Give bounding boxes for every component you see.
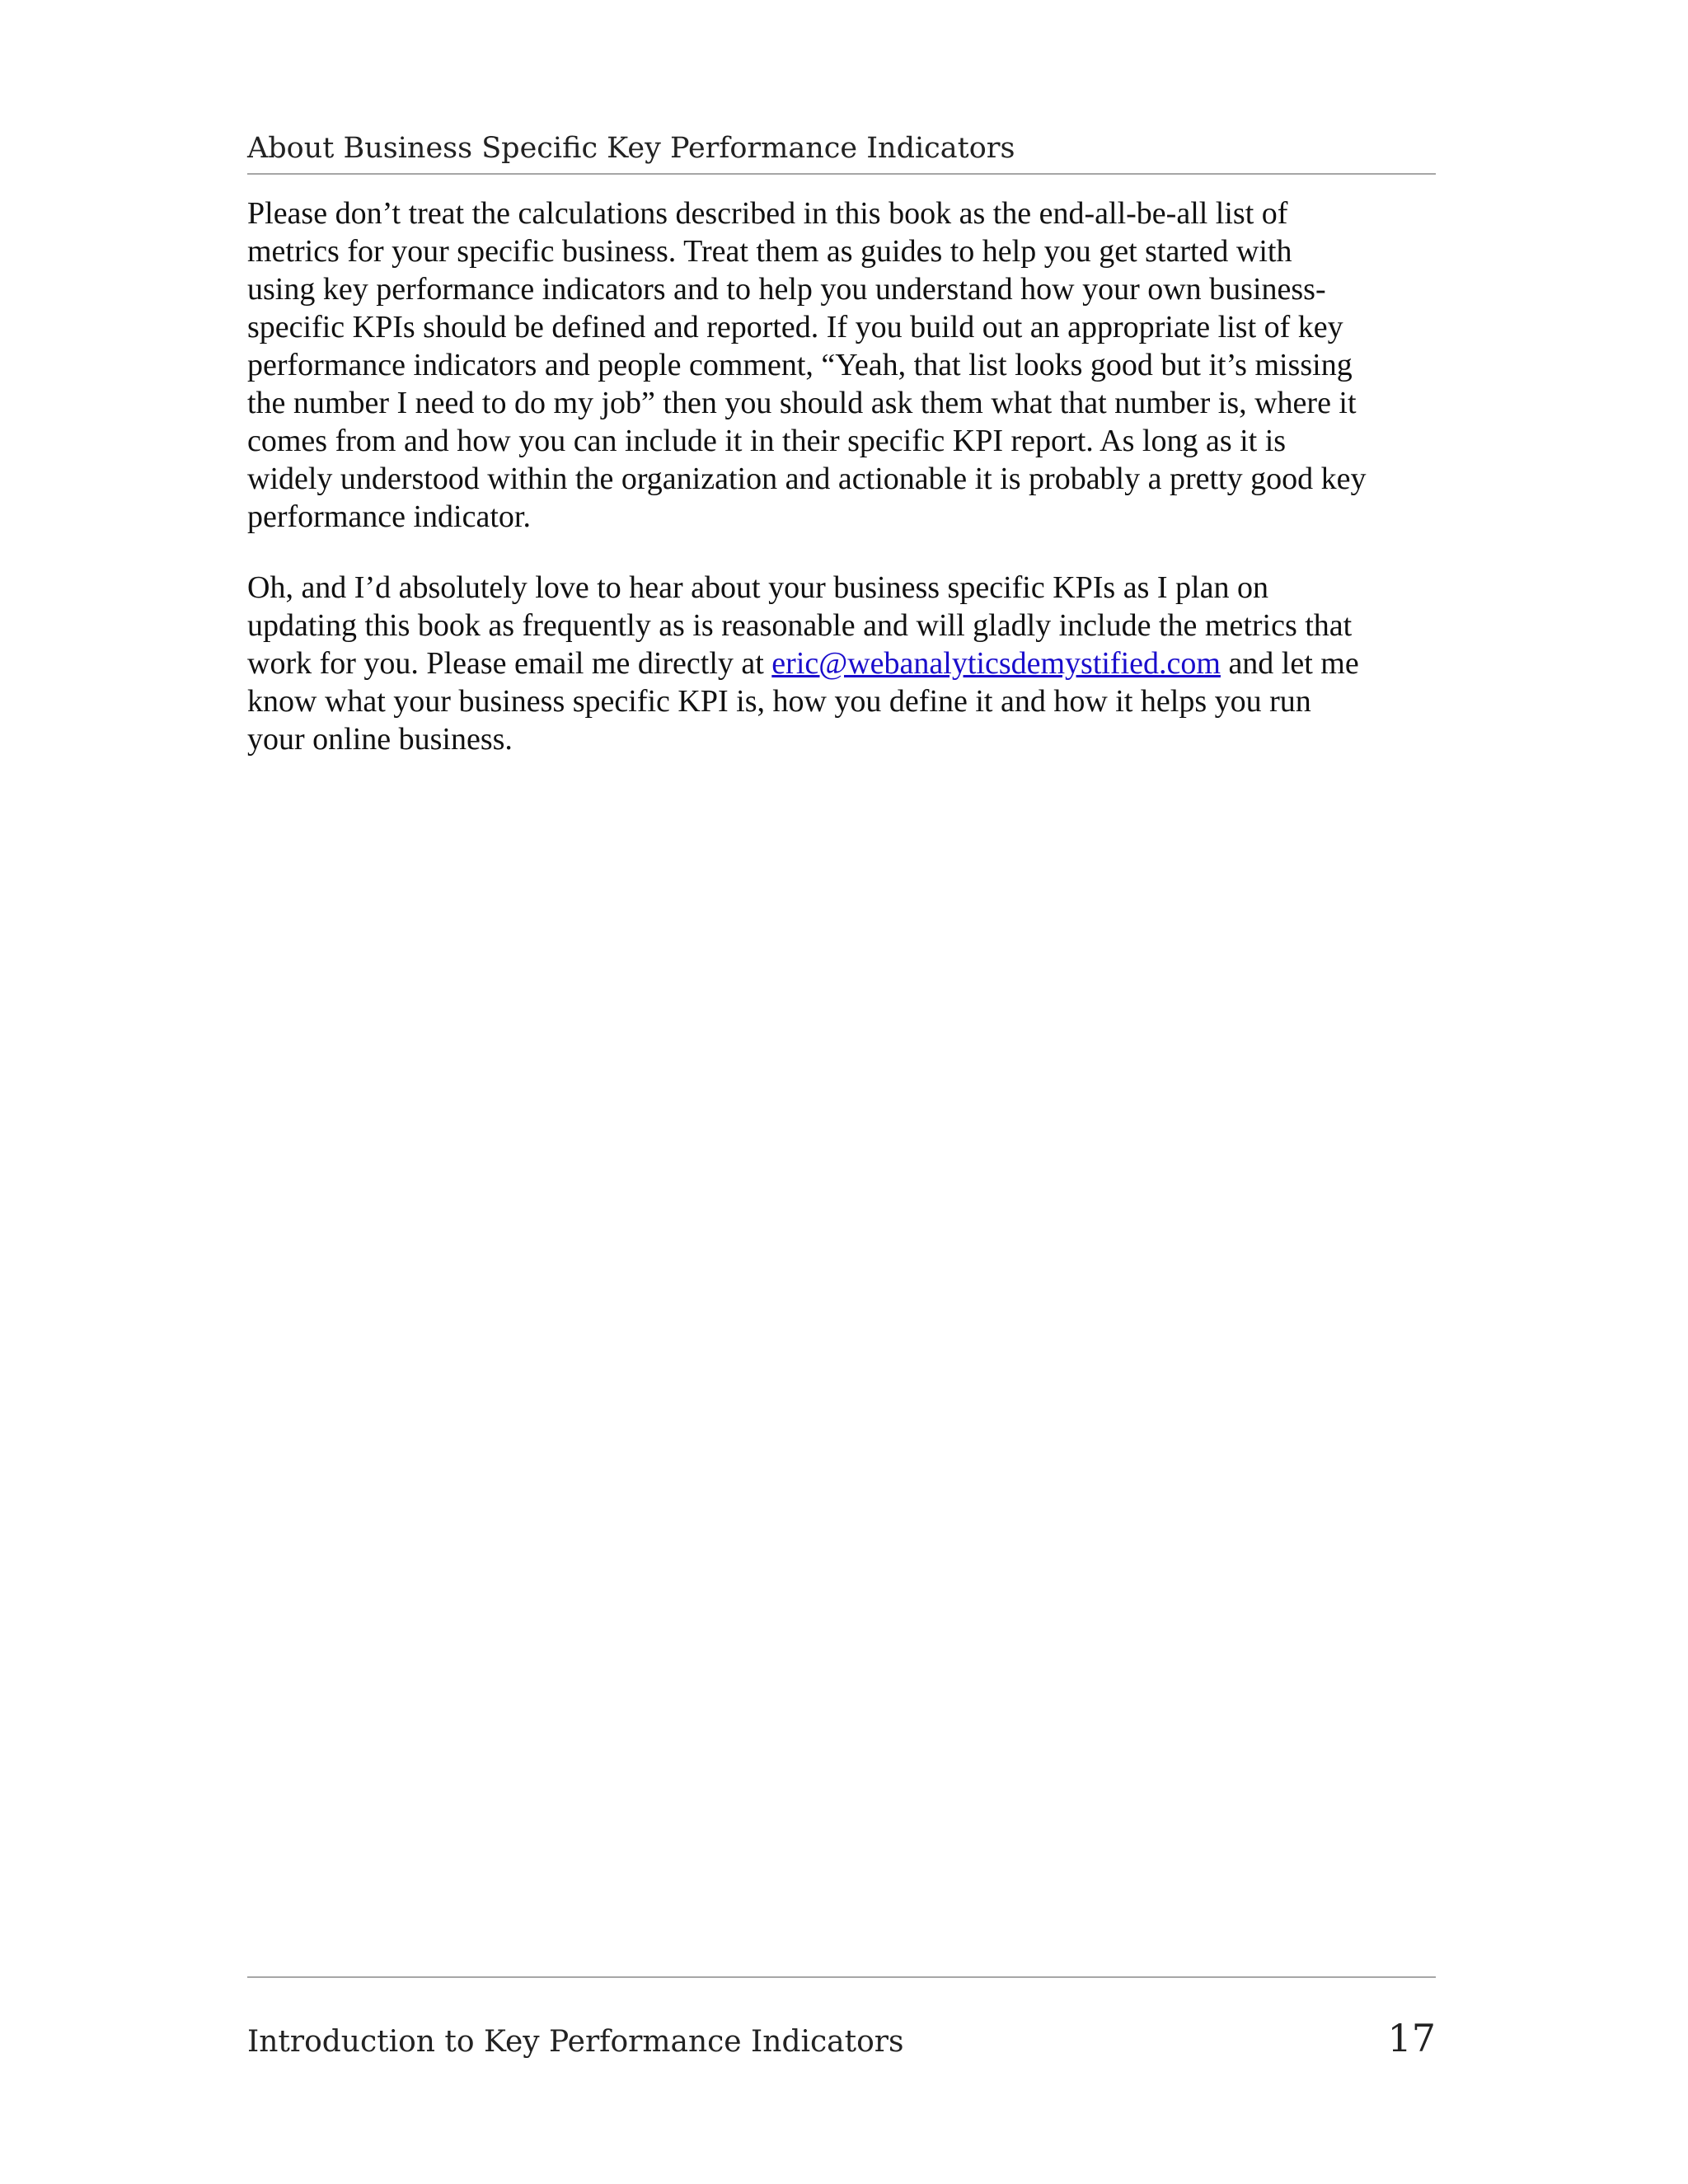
line-text-before-link: work for you. Please email me directly at [247, 646, 772, 681]
footer-divider [247, 1976, 1436, 1978]
paragraph-line: the number I need to do my job” then you should ask them what that number is, where it [247, 386, 1357, 420]
paragraph-1 [247, 194, 1436, 536]
paragraph-line: your online business. [247, 722, 513, 757]
paragraph-line: widely understood within the organization and actionable it is probably a pretty good key [247, 462, 1367, 496]
paragraph-line: updating this book as frequently as is reasonable and will gladly include the metrics that [247, 608, 1353, 643]
paragraph-line: performance indicators and people comment, “Yeah, that list looks good but it’s missing [247, 348, 1353, 382]
body-text [247, 194, 1436, 791]
paragraph-line: performance indicator. [247, 499, 531, 534]
section-header [247, 127, 1436, 175]
email-link[interactable]: eric@webanalyticsdemystified.com [771, 646, 1221, 681]
paragraph-line: using key performance indicators and to help you understand how your own business- [247, 272, 1326, 307]
page-number: 17 [1387, 2016, 1436, 2060]
paragraph-line-with-link [247, 644, 1436, 682]
paragraph-line: Oh, and I’d absolutely love to hear about your business specific KPIs as I plan on [247, 570, 1268, 605]
paragraph-line: Please don’t treat the calculations described in this book as the end-all-be-all list of [247, 196, 1288, 231]
paragraph-line: metrics for your specific business. Treat them as guides to help you get started with [247, 234, 1292, 269]
footer-title: Introduction to Key Performance Indicators [247, 2025, 904, 2059]
line-text-after-link: and let me [1220, 646, 1359, 681]
paragraph-line: comes from and how you can include it in their specific KPI report. As long as it is [247, 424, 1287, 458]
page-footer [247, 2016, 1436, 2065]
section-title: About Business Specific Key Performance Indicators [247, 132, 1015, 165]
paragraph-2 [247, 569, 1436, 758]
paragraph-line: know what your business specific KPI is, how you define it and how it helps you run [247, 684, 1311, 719]
paragraph-line: specific KPIs should be defined and reported. If you build out an appropriate list of key [247, 310, 1343, 344]
